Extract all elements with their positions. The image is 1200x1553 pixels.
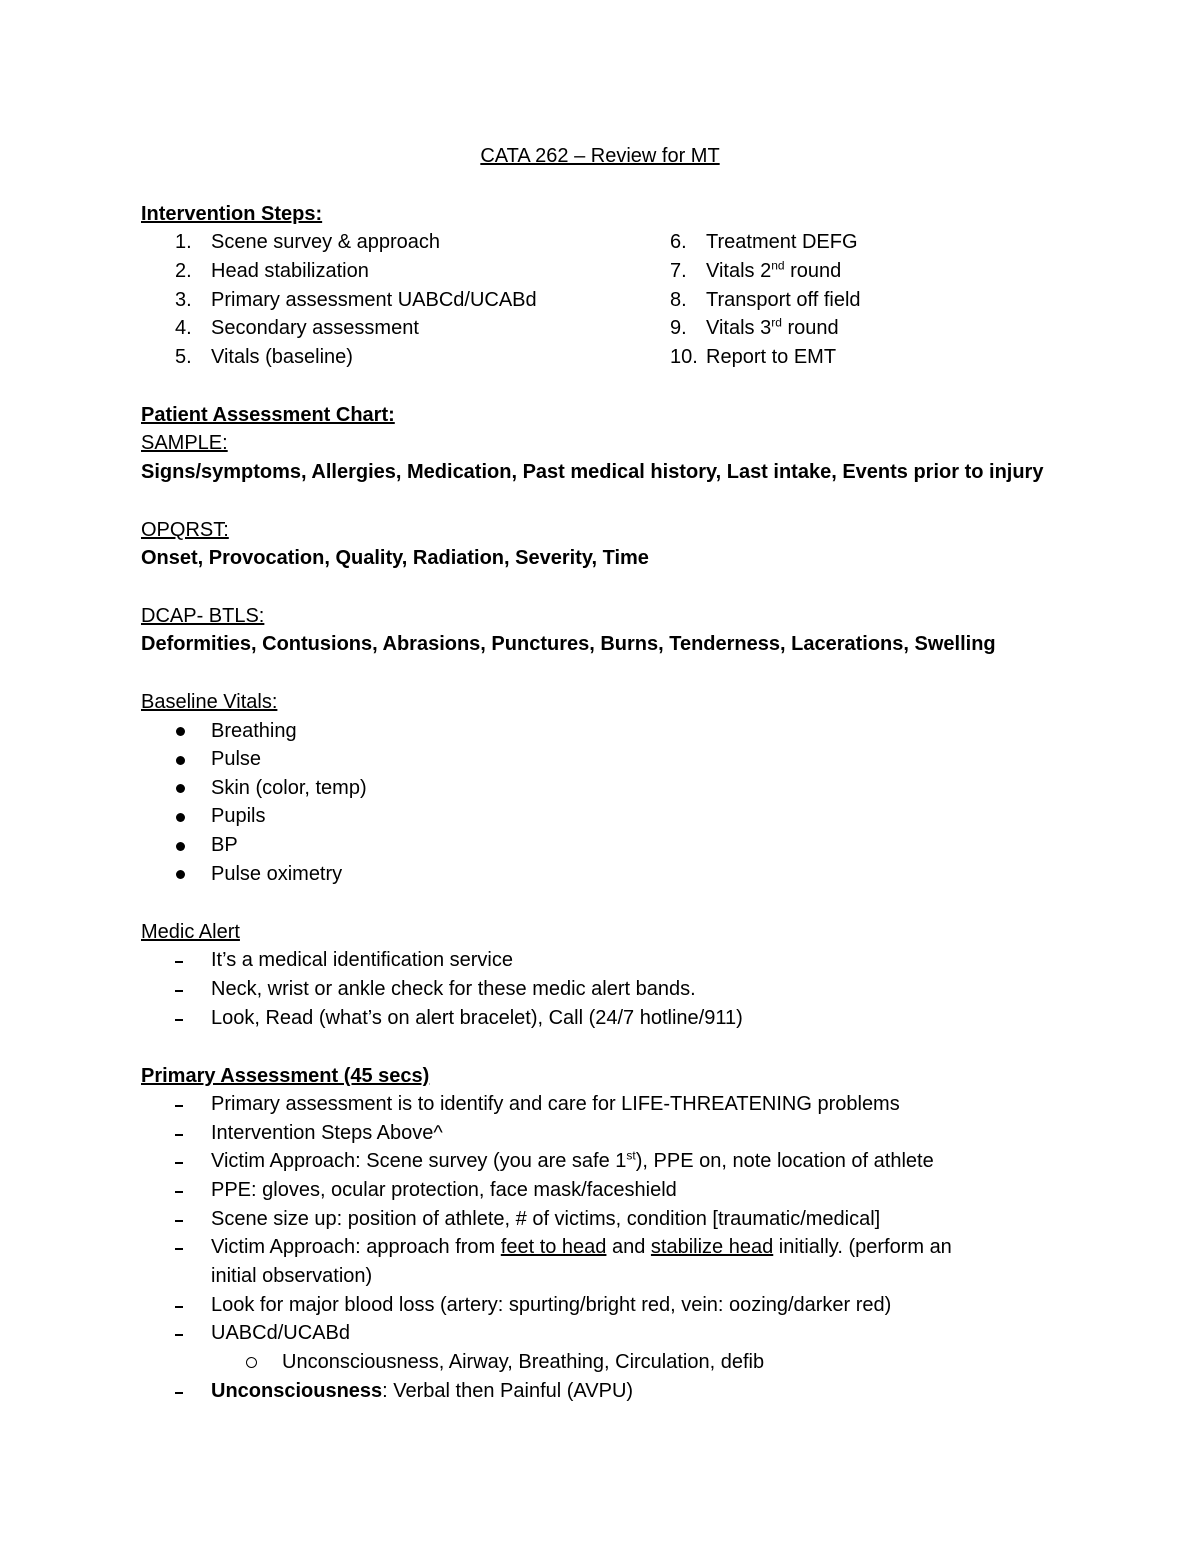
intervention-heading: Intervention Steps: <box>141 203 323 225</box>
list-number: 3. <box>175 289 192 311</box>
list-number: 1. <box>175 231 192 253</box>
list-item: Pulse oximetry <box>211 863 343 885</box>
bullet-icon <box>176 784 185 793</box>
list-number: 9. <box>670 317 687 339</box>
bullet-icon <box>176 727 185 736</box>
list-number: 6. <box>670 231 687 253</box>
medic-heading: Medic Alert <box>141 921 240 943</box>
list-number: 7. <box>670 260 687 282</box>
list-item: Head stabilization <box>211 260 369 282</box>
opqrst-label: OPQRST: <box>141 519 229 541</box>
list-number: 4. <box>175 317 192 339</box>
list-item: Look for major blood loss (artery: spurting/bright red, vein: oozing/darker red) <box>211 1294 892 1316</box>
dash-icon <box>175 1306 183 1308</box>
circle-bullet-icon <box>246 1357 257 1368</box>
list-item: Scene survey & approach <box>211 231 441 253</box>
bullet-icon <box>176 842 185 851</box>
bullet-icon <box>176 756 185 765</box>
list-item: Victim Approach: approach from feet to head and stabilize head initially. (perform an <box>211 1236 952 1258</box>
list-number: 2. <box>175 260 192 282</box>
list-item: PPE: gloves, ocular protection, face mask/faceshield <box>211 1179 677 1201</box>
list-item: UABCd/UCABd <box>211 1322 350 1344</box>
dcap-label: DCAP- BTLS: <box>141 605 265 627</box>
sample-label: SAMPLE: <box>141 432 228 454</box>
list-item: Unconsciousness: Verbal then Painful (AVPU) <box>211 1380 634 1402</box>
list-number: 5. <box>175 346 192 368</box>
list-item-continuation: initial observation) <box>211 1265 373 1287</box>
dash-icon <box>175 961 183 963</box>
list-item: Neck, wrist or ankle check for these medic alert bands. <box>211 978 696 1000</box>
dash-icon <box>175 1220 183 1222</box>
list-item: Pupils <box>211 805 266 827</box>
chart-heading: Patient Assessment Chart: <box>141 404 395 426</box>
list-item: Secondary assessment <box>211 317 419 339</box>
dash-icon <box>175 1105 183 1107</box>
list-item: Breathing <box>211 720 297 742</box>
vitals-heading: Baseline Vitals: <box>141 691 278 713</box>
list-item: It’s a medical identification service <box>211 949 513 971</box>
dash-icon <box>175 990 183 992</box>
dash-icon <box>175 1392 183 1394</box>
list-item: BP <box>211 834 238 856</box>
dcap-text: Deformities, Contusions, Abrasions, Punctures, Burns, Tenderness, Lacerations, Swelling <box>141 633 996 655</box>
list-item: Skin (color, temp) <box>211 777 367 799</box>
list-number: 8. <box>670 289 687 311</box>
list-item: Vitals 2nd round <box>706 258 842 282</box>
list-item: Transport off field <box>706 289 861 311</box>
sample-text: Signs/symptoms, Allergies, Medication, Past medical history, Last intake, Events prior to injury <box>141 461 1044 483</box>
dash-icon <box>175 1248 183 1250</box>
bullet-icon <box>176 813 185 822</box>
list-item: Vitals (baseline) <box>211 346 353 368</box>
dash-icon <box>175 1191 183 1193</box>
list-number: 10. <box>670 346 698 368</box>
bullet-icon <box>176 870 185 879</box>
dash-icon <box>175 1162 183 1164</box>
list-item: Primary assessment UABCd/UCABd <box>211 289 537 311</box>
primary-heading: Primary Assessment (45 secs) <box>141 1065 430 1087</box>
list-item: Vitals 3rd round <box>706 315 839 339</box>
document-title: CATA 262 – Review for MT <box>480 145 720 167</box>
list-item: Victim Approach: Scene survey (you are safe 1st), PPE on, note location of athlete <box>211 1148 934 1172</box>
list-item: Pulse <box>211 748 262 770</box>
list-item: Scene size up: position of athlete, # of victims, condition [traumatic/medical] <box>211 1208 881 1230</box>
list-item: Intervention Steps Above^ <box>211 1122 443 1144</box>
list-item: Report to EMT <box>706 346 837 368</box>
dash-icon <box>175 1019 183 1021</box>
opqrst-text: Onset, Provocation, Quality, Radiation, Severity, Time <box>141 547 649 569</box>
dash-icon <box>175 1334 183 1336</box>
list-item: Look, Read (what’s on alert bracelet), Call (24/7 hotline/911) <box>211 1007 743 1029</box>
sub-list-item: Unconsciousness, Airway, Breathing, Circulation, defib <box>282 1351 765 1373</box>
list-item: Treatment DEFG <box>706 231 858 253</box>
list-item: Primary assessment is to identify and care for LIFE-THREATENING problems <box>211 1093 900 1115</box>
dash-icon <box>175 1134 183 1136</box>
